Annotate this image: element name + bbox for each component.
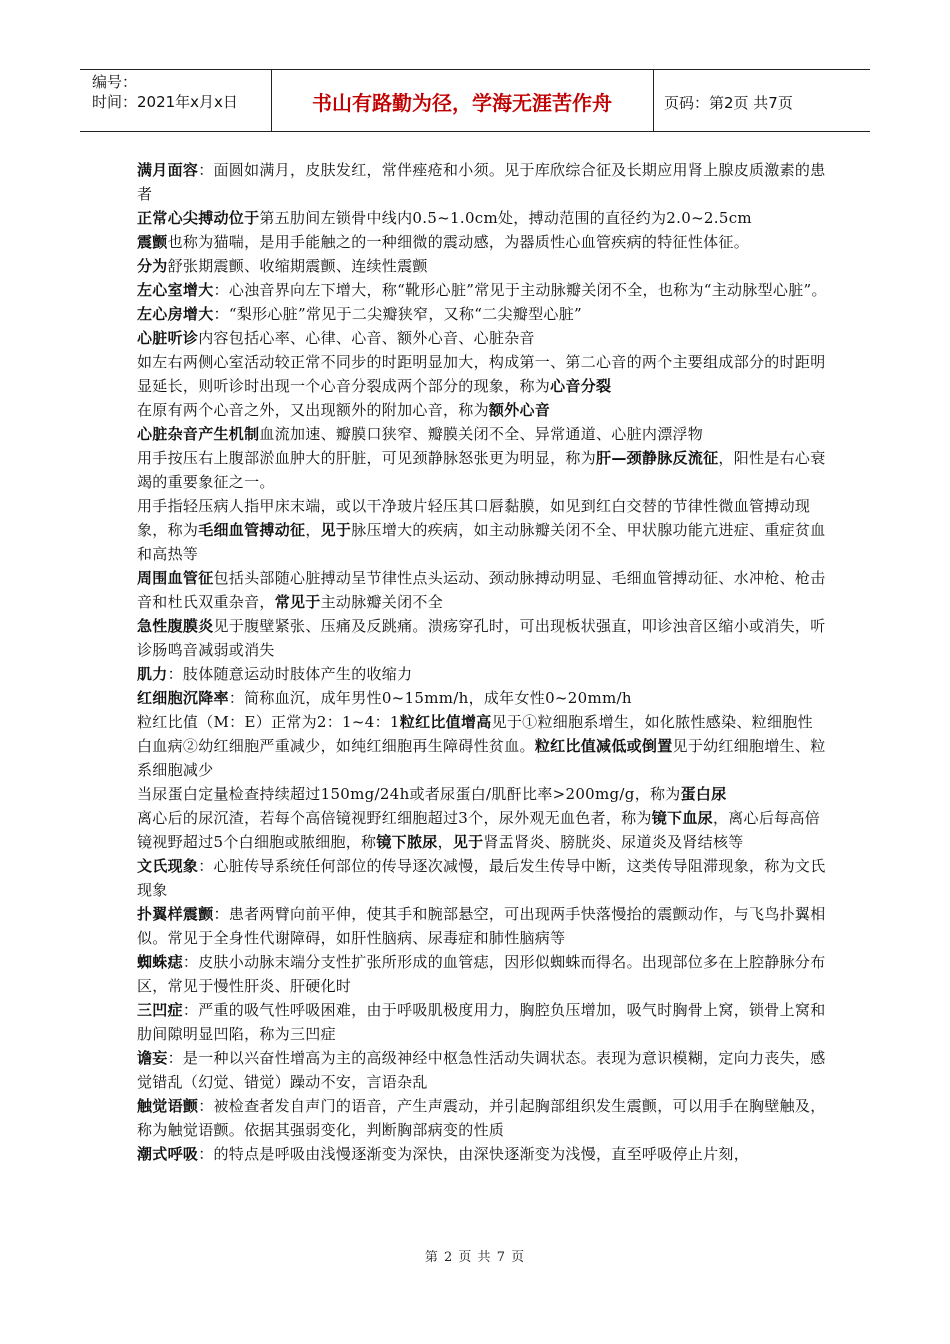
header-page-info: 页码：第2页 共7页 <box>664 94 793 112</box>
key-term: 粒红比值减低或倒置 <box>534 737 673 755</box>
key-term: 常见于 <box>274 593 321 611</box>
key-term: 触觉语颤 <box>137 1097 199 1115</box>
paragraph-text: 用手指轻压病人指甲床末端，或以干净玻片轻压其口唇黏膜，如见到红白交替的节律性微血管搏动现象，称为 <box>137 497 811 539</box>
paragraph-text: ，离心后每高倍镜视野超过5个白细胞或脓细胞，称 <box>137 809 821 851</box>
paragraph-text: 见于幼红细胞增生、粒系细胞减少 <box>137 737 826 779</box>
paragraph-text: ：肢体随意运动时肢体产生的收缩力 <box>167 665 413 683</box>
paragraph-text: ：“梨形心脏”常见于二尖瓣狭窄，又称“二尖瓣型心脏” <box>213 305 582 323</box>
key-term: 震颤 <box>137 233 168 251</box>
paragraph-text: ：皮肤小动脉末端分支性扩张所形成的血管痣，因形似蜘蛛而得名。出现部位多在上腔静脉分布区，常见于慢性肝炎、肝硬化时 <box>137 953 826 995</box>
paragraph-text: 用手按压右上腹部淤血肿大的肝脏，可见颈静脉怒张更为明显，称为 <box>137 449 597 467</box>
key-term: 左心房增大 <box>137 305 214 323</box>
paragraph-text: 内容包括心率、心律、心音、额外心音、心脏杂音 <box>198 329 535 347</box>
key-term: 分为 <box>137 257 168 275</box>
paragraph <box>137 614 827 662</box>
paragraph <box>137 998 827 1046</box>
key-term: 镜下脓尿 <box>376 833 438 851</box>
paragraph <box>137 782 827 806</box>
paragraph <box>137 494 827 566</box>
key-term: 额外心音 <box>488 401 551 419</box>
key-term: 粒红比值增高 <box>399 713 492 731</box>
paragraph-text: 第五肋间左锁骨中线内0.5~1.0cm处，搏动范围的直径约为2.0~2.5cm <box>259 209 752 227</box>
key-term: 蛋白尿 <box>680 785 727 803</box>
paragraph <box>137 1142 827 1166</box>
paragraph <box>137 662 827 686</box>
header-top-rule <box>80 69 870 70</box>
paragraph <box>137 350 827 398</box>
paragraph-text: 舒张期震颤、收缩期震颤、连续性震颤 <box>167 257 428 275</box>
key-term: 扑翼样震颤 <box>137 905 214 923</box>
key-term: 毛细血管搏动征 <box>198 521 306 539</box>
paragraph <box>137 686 827 710</box>
key-term: 急性腹膜炎 <box>137 617 214 635</box>
key-term: 肝—颈静脉反流征 <box>596 449 719 467</box>
key-term: 心脏听诊 <box>137 329 199 347</box>
paragraph-text: 血流加速、瓣膜口狭窄、瓣膜关闭不全、异常通道、心脏内漂浮物 <box>259 425 704 443</box>
paragraph <box>137 566 827 614</box>
key-term: 心脏杂音产生机制 <box>137 425 260 443</box>
key-term: 见于 <box>320 521 352 539</box>
paragraph-text: ， <box>305 521 321 539</box>
key-term: 见于 <box>452 833 484 851</box>
paragraph-text: 主动脉瓣关闭不全 <box>320 593 444 611</box>
paragraph <box>137 854 827 902</box>
paragraph-text: ， <box>437 833 453 851</box>
paragraph <box>137 902 827 950</box>
key-term: 潮式呼吸 <box>137 1145 199 1163</box>
key-term: 心音分裂 <box>550 377 612 395</box>
paragraph-text: 离心后的尿沉渣，若每个高倍镜视野红细胞超过3个，尿外观无血色者，称为 <box>137 809 652 827</box>
paragraph-text: ：面圆如满月，皮肤发红，常伴痤疮和小须。见于库欣综合征及长期应用肾上腺皮质激素的患者 <box>137 161 826 203</box>
paragraph <box>137 254 827 278</box>
document-date: 时间：2021年x月x日 <box>92 93 238 111</box>
paragraph-text: 见于腹壁紧张、压痛及反跳痛。溃疡穿孔时，可出现板状强直，叩诊浊音区缩小或消失，听诊肠鸣音减弱或消失 <box>137 617 826 659</box>
key-term: 肌力 <box>137 665 168 683</box>
paragraph <box>137 326 827 350</box>
paragraph-text: ：心脏传导系统任何部位的传导逐次减慢，最后发生传导中断，这类传导阻滞现象，称为文氏现象 <box>137 857 826 899</box>
paragraph <box>137 1046 827 1094</box>
key-term: 谵妄 <box>137 1049 168 1067</box>
paragraph <box>137 446 827 494</box>
paragraph-text: ：心浊音界向左下增大，称“靴形心脏”常见于主动脉瓣关闭不全，也称为“主动脉型心脏”。 <box>213 281 827 299</box>
key-term: 镜下血尿 <box>651 809 713 827</box>
paragraph-text: 粒红比值（M：E）正常为2：1~4：1 <box>137 713 400 731</box>
key-term: 周围血管征 <box>137 569 214 587</box>
key-term: 满月面容 <box>137 161 199 179</box>
paragraph <box>137 710 827 782</box>
header-divider-right <box>653 70 654 131</box>
header-left-block <box>92 72 238 112</box>
paragraph <box>137 158 827 206</box>
page-footer: 第 2 页 共 7 页 <box>424 1250 526 1265</box>
paragraph <box>137 206 827 230</box>
paragraph-text: 也称为猫喘，是用手能触之的一种细微的震动感，为器质性心血管疾病的特征性体征。 <box>167 233 750 251</box>
paragraph <box>137 278 827 326</box>
paragraph-text: 包括头部随心脏搏动呈节律性点头运动、颈动脉搏动明显、毛细血管搏动征、水冲枪、枪击音和杜氏双重杂音， <box>137 569 826 611</box>
paragraph-text: 在原有两个心音之外，又出现额外的附加心音，称为 <box>137 401 489 419</box>
key-term: 文氏现象 <box>137 857 199 875</box>
header-motto: 书山有路勤为径，学海无涯苦作舟 <box>312 91 612 115</box>
key-term: 蜘蛛痣 <box>137 953 183 971</box>
document-number-label: 编号： <box>92 73 138 91</box>
paragraph-text: ：是一种以兴奋性增高为主的高级神经中枢急性活动失调状态。表现为意识模糊，定向力丧失，感觉错乱（幻觉、错觉）躁动不安，言语杂乱 <box>137 1049 826 1091</box>
paragraph-text: ：简称血沉，成年男性0~15mm/h，成年女性0~20mm/h <box>228 689 632 707</box>
paragraph <box>137 950 827 998</box>
paragraph <box>137 422 827 446</box>
header-bottom-rule <box>80 131 870 132</box>
paragraph <box>137 398 827 422</box>
paragraph-text: ：的特点是呼吸由浅慢逐渐变为深快，由深快逐渐变为浅慢，直至呼吸停止片刻， <box>198 1145 750 1163</box>
paragraph-text: 脉压增大的疾病，如主动脉瓣关闭不全、甲状腺功能亢进症、重症贫血和高热等 <box>137 521 826 563</box>
paragraph-text: ：严重的吸气性呼吸困难，由于呼吸肌极度用力，胸腔负压增加，吸气时胸骨上窝，锁骨上窝和肋间隙明显凹陷，称为三凹症 <box>137 1001 826 1043</box>
key-term: 三凹症 <box>137 1001 183 1019</box>
paragraph <box>137 806 827 854</box>
paragraph-text: 肾盂肾炎、膀胱炎、尿道炎及肾结核等 <box>483 833 744 851</box>
key-term: 红细胞沉降率 <box>137 689 229 707</box>
paragraph <box>137 1094 827 1142</box>
paragraph <box>137 230 827 254</box>
document-body <box>137 158 827 1166</box>
paragraph-text: 当尿蛋白定量检查持续超过150mg/24h或者尿蛋白/肌酐比率>200mg/g，称为 <box>137 785 681 803</box>
key-term: 左心室增大 <box>137 281 214 299</box>
paragraph-text: ：被检查者发自声门的语音，产生声震动，并引起胸部组织发生震颤，可以用手在胸壁触及，称为触觉语颤。依据其强弱变化，判断胸部病变的性质 <box>137 1097 826 1139</box>
paragraph-text: ，阳性是右心衰竭的重要象征之一。 <box>137 449 826 491</box>
key-term: 正常心尖搏动位于 <box>137 209 260 227</box>
paragraph-text: 见于①粒细胞系增生，如化脓性感染、粒细胞性白血病②幼红细胞严重减少，如纯红细胞再生障碍性贫血。 <box>137 713 813 755</box>
paragraph-text: ：患者两臂向前平伸，使其手和腕部悬空，可出现两手快落慢抬的震颤动作，与飞鸟扑翼相似。常见于全身性代谢障碍，如肝性脑病、尿毒症和肺性脑病等 <box>137 905 826 947</box>
paragraph-text: 如左右两侧心室活动较正常不同步的时距明显加大，构成第一、第二心音的两个主要组成部分的时距明显延长，则听诊时出现一个心音分裂成两个部分的现象，称为 <box>137 353 826 395</box>
